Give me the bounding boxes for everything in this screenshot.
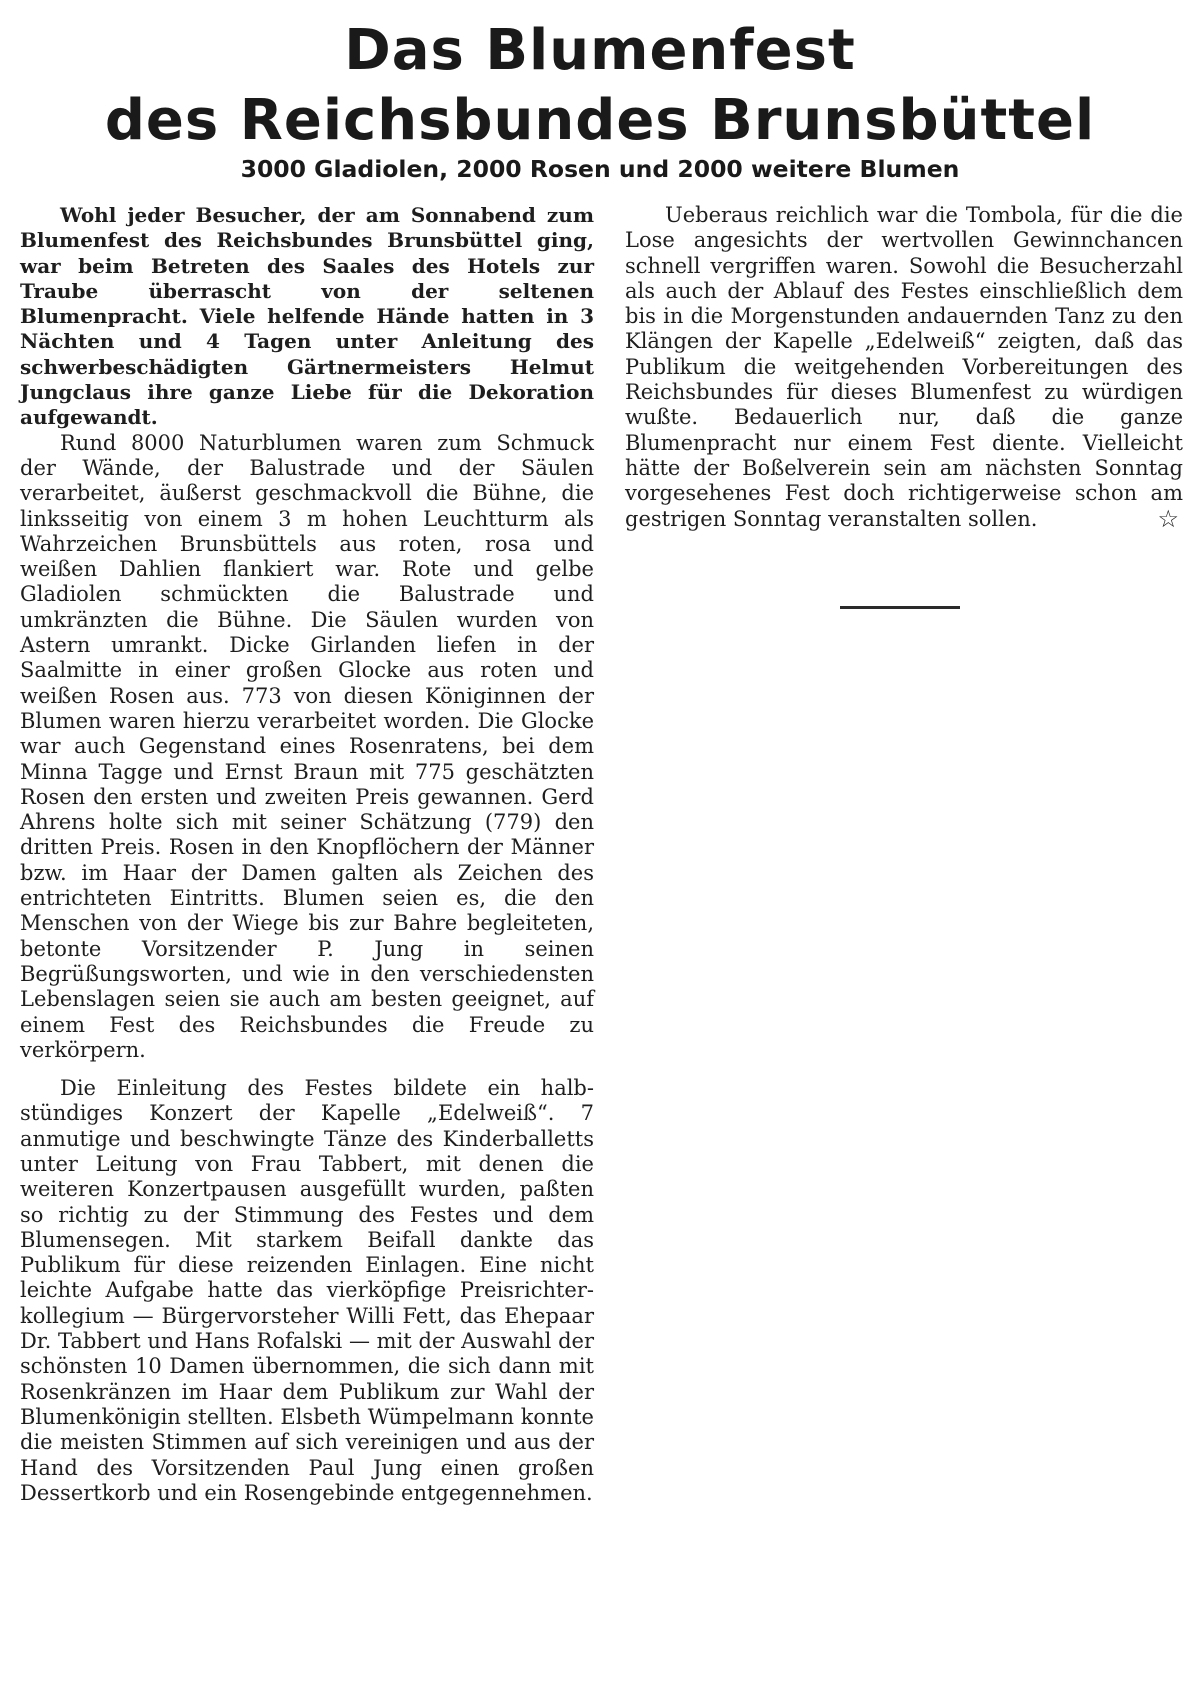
article-subheadline: 3000 Gladiolen, 2000 Rosen und 2000 weitere Blumen [240, 155, 960, 183]
body-paragraph-2: Die Einleitung des Festes bildete ein halbstündiges Konzert der Kapelle „Edelweiß“. 7 anmutige und beschwingte Tänze des Kinderballetts unter Leitung von Frau Tabbert, mit denen die weiteren Konzertpausen ausgefüllt wurden, paßten so richtig zu der Stimmung des Festes und dem Blumensegen. Mit starkem Beifall dankte das Publikum für diese reizenden Einlagen. Eine nicht leichte Aufgabe hatte das vierköpfige Preisrichterkollegium — Bürgervorsteher Willi Fett, das Ehepaar Dr. Tabbert und Hans Rofalski — mit der Auswahl der schönsten 10 Damen übernommen, die sich dann mit Rosenkränzen im Haar dem Publikum zur Wahl der Blumenkönigin stellten. Elsbeth Wümpelmann konnte die meisten Stimmen auf sich vereinigen und aus der Hand des Vorsitzenden Paul Jung einen großen Dessertkorb und ein Rosengebinde entgegennehmen. [20, 1076, 594, 1505]
body-paragraph-3-text: Ueberaus reichlich war die Tombola, für die die Lose angesichts der wertvollen Gewinnchancen schnell vergriffen waren. Sowohl die Besucherzahl als auch der Ablauf des Festes einschließlich dem bis in die Morgenstunden andauernden Tanz zu den Klängen der Kapelle „Edelweiß“ zeigten, daß das Publikum die weitgehenden Vorbereitungen des Reichsbundes für dieses Blumenfest zu würdigen wußte. Bedauerlich nur, daß die ganze Blumenpracht nur einem Fest diente. Vielleicht hätte der Boßelverein sein am nächsten Sonntag vorgesehenes Fest doch richtigerweise schon am gestrigen Sonntag veranstalten sollen. [625, 203, 1183, 531]
lead-paragraph: Wohl jeder Besucher, der am Sonnabend zum Blumenfest des Reichsbundes Brunsbüttel ging, war beim Betreten des Saales des Hotels zur Traube überrascht von der seltenen Blumenpracht. Viele helfende Hände hatten in 3 Nächten und 4 Tagen unter Anleitung des schwerbeschädigten Gärtnermeisters Helmut Jungclaus ihre ganze Liebe für die Dekoration aufgewandt. [20, 203, 594, 430]
article-headline [60, 16, 1140, 156]
body-paragraph-3 [625, 203, 1183, 532]
right-column [625, 203, 1183, 532]
headline-line-2: des Reichsbundes Brunsbüttel [104, 88, 1096, 153]
left-column [20, 203, 594, 1506]
end-rule-divider [840, 606, 960, 609]
headline-line-1: Das Blumenfest [344, 18, 856, 83]
author-star-icon: ☆ [1157, 504, 1179, 533]
body-paragraph-1: Rund 8000 Naturblumen waren zum Schmuck der Wände, der Balustrade und der Säulen verarbeitet, äußerst geschmackvoll die Bühne, die linksseitig von einem 3 m hohen Leuchtturm als Wahrzeichen Brunsbüttels aus roten, rosa und weißen Dahlien flankiert war. Rote und gelbe Gladiolen schmückten die Balustrade und umkränzten die Bühne. Die Säulen wurden von Astern umrankt. Dicke Girlanden liefen in der Saalmitte in einer großen Glocke aus roten und weißen Rosen aus. 773 von diesen Königinnen der Blumen waren hierzu verarbeitet worden. Die Glocke war auch Gegenstand eines Rosenratens, bei dem Minna Tagge und Ernst Braun mit 775 geschätzten Rosen den ersten und zweiten Preis gewannen. Gerd Ahrens holte sich mit seiner Schätzung (779) den dritten Preis. Rosen in den Knopflöchern der Männer bzw. im Haar der Damen galten als Zeichen des entrichteten Eintritts. Blumen seien es, die den Menschen von der Wiege bis zur Bahre begleiteten, betonte Vorsitzender P. Jung in seinen Begrüßungsworten, und wie in den verschiedensten Lebenslagen seien sie auch am besten geeignet, auf einem Fest des Reichsbundes die Freude zu verkörpern. [20, 430, 594, 1062]
